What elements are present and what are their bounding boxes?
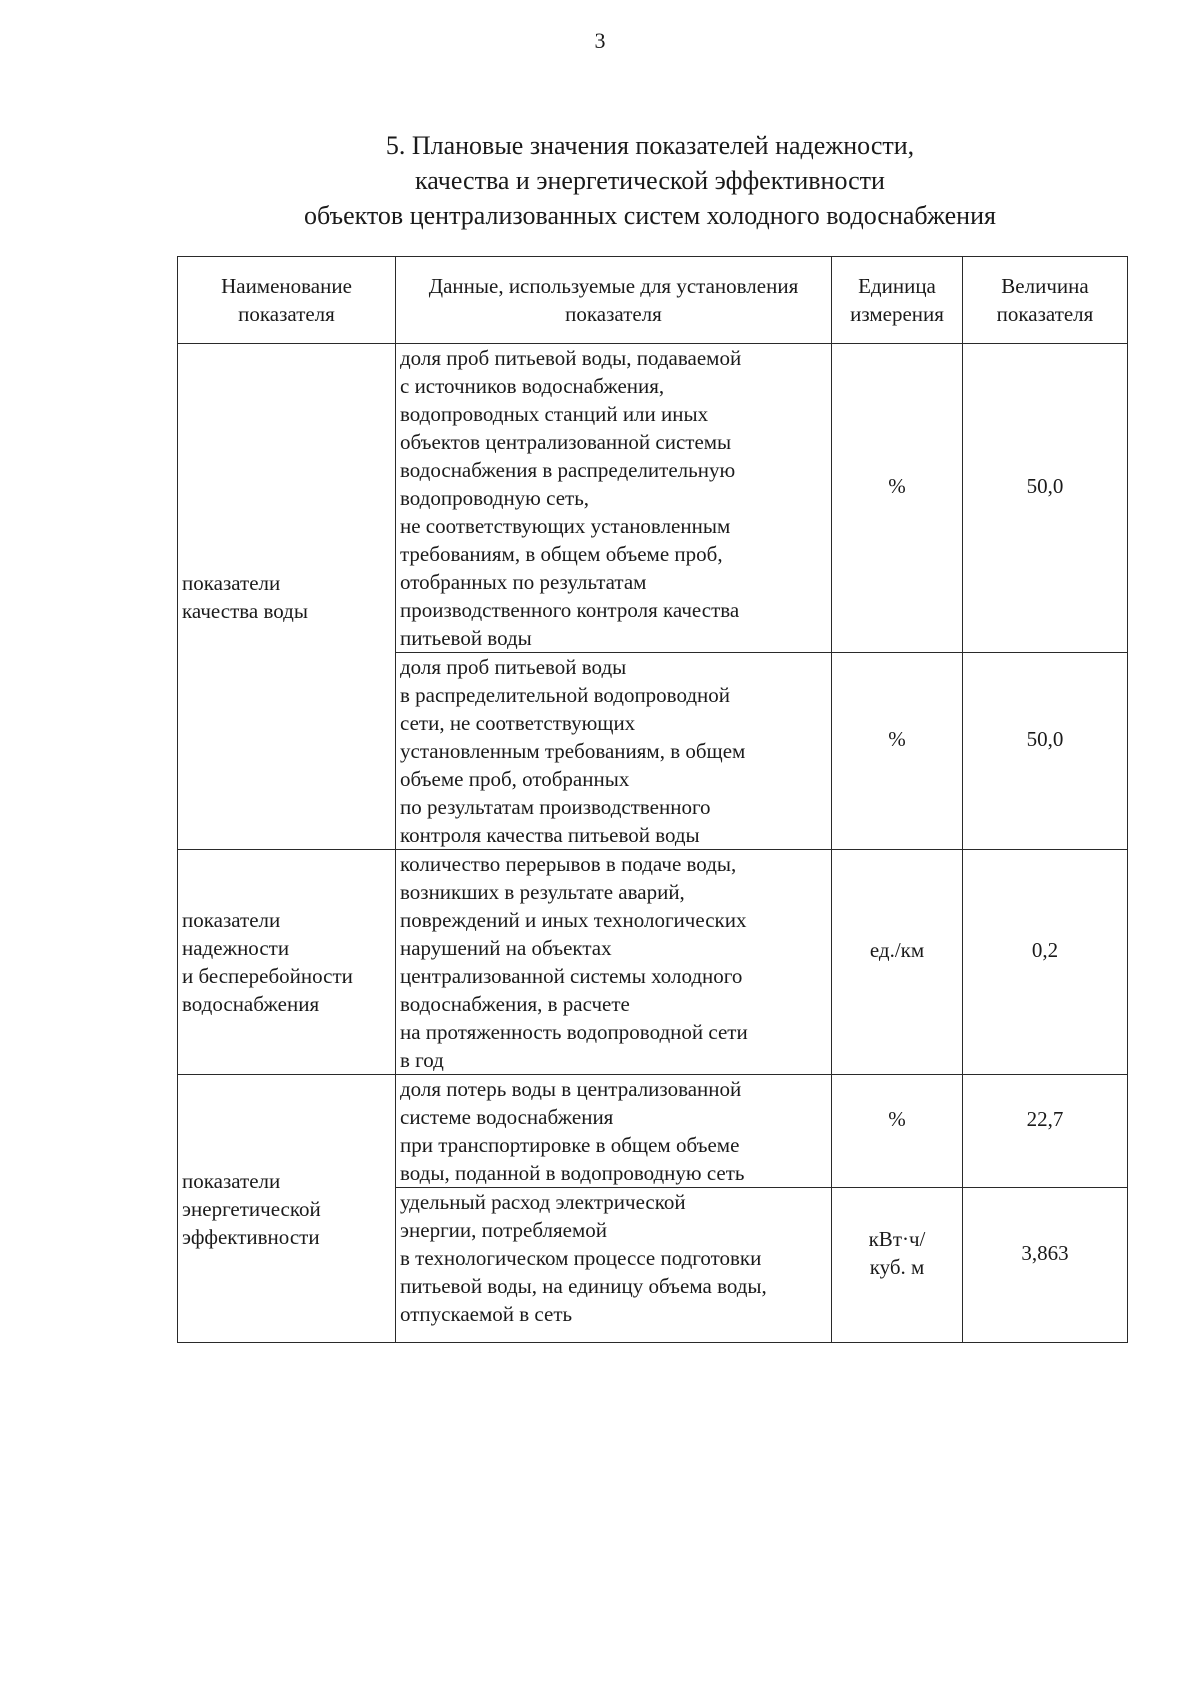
table-row xyxy=(178,850,1128,1075)
row-unit-text: ед./км xyxy=(869,938,925,962)
document-title xyxy=(220,128,1080,233)
row-unit xyxy=(832,850,963,1075)
row-data: удельный расход электрической энергии, потребляемой в технологическом процессе подготовки питьевой воды, на единицу объема воды, отпускаемой в сеть xyxy=(396,1188,832,1343)
row-data: количество перерывов в подаче воды, возникших в результате аварий, повреждений и иных технологических нарушений на объектах централизованной системы холодного водоснабжения, в расчете на протяженность водопроводной сети в год xyxy=(396,850,832,1075)
row-unit-text: кВт·ч/ куб. м xyxy=(868,1227,926,1279)
header-value: Величина показателя xyxy=(963,257,1128,344)
row-unit xyxy=(832,1075,963,1188)
row-data: доля проб питьевой воды в распределительной водопроводной сети, не соответствующих установленным требованиям, в общем объеме проб, отобранных по результатам производственного контроля качества питьевой воды xyxy=(396,653,832,850)
row-value-text: 0,2 xyxy=(1031,938,1059,962)
page-number: 3 xyxy=(594,28,606,53)
row-data: доля потерь воды в централизованной системе водоснабжения при транспортировке в общем объеме воды, поданной в водопроводную сеть xyxy=(396,1075,832,1188)
row-value xyxy=(963,653,1128,850)
table-header-row xyxy=(178,257,1128,344)
row-value xyxy=(963,1188,1128,1343)
row-unit xyxy=(832,653,963,850)
row-value xyxy=(963,344,1128,653)
row-value-text: 3,863 xyxy=(1021,1241,1069,1265)
table-row xyxy=(178,1075,1128,1188)
group-name-reliability: показатели надежности и бесперебойности водоснабжения xyxy=(178,850,396,1075)
group-name-water-quality: показатели качества воды xyxy=(178,344,396,850)
row-value-text: 22,7 xyxy=(1026,1107,1064,1131)
group-name-energy-efficiency: показатели энергетической эффективности xyxy=(178,1075,396,1343)
table-row xyxy=(178,344,1128,653)
row-unit-text: % xyxy=(888,727,906,751)
title-line-1: 5. Плановые значения показателей надежности, xyxy=(385,131,915,160)
row-unit-text: % xyxy=(888,1107,906,1131)
row-data: доля проб питьевой воды, подаваемой с источников водоснабжения, водопроводных станций или иных объектов централизованной системы водоснабжения в распределительную водопроводную сеть, не соответствующих установленным требованиям, в общем объеме проб, отобранных по результатам производственного контроля качества питьевой воды xyxy=(396,344,832,653)
row-value-text: 50,0 xyxy=(1026,727,1064,751)
indicators-table xyxy=(177,256,1128,1343)
row-value-text: 50,0 xyxy=(1026,474,1064,498)
title-line-2: качества и энергетической эффективности xyxy=(415,166,885,195)
row-unit xyxy=(832,1188,963,1343)
row-unit xyxy=(832,344,963,653)
row-value xyxy=(963,1075,1128,1188)
title-line-3: объектов централизованных систем холодного водоснабжения xyxy=(304,201,996,230)
row-value xyxy=(963,850,1128,1075)
row-unit-text: % xyxy=(888,474,906,498)
header-data-used: Данные, используемые для установления показателя xyxy=(396,257,832,344)
header-indicator-name: Наименование показателя xyxy=(178,257,396,344)
header-unit: Единица измерения xyxy=(832,257,963,344)
